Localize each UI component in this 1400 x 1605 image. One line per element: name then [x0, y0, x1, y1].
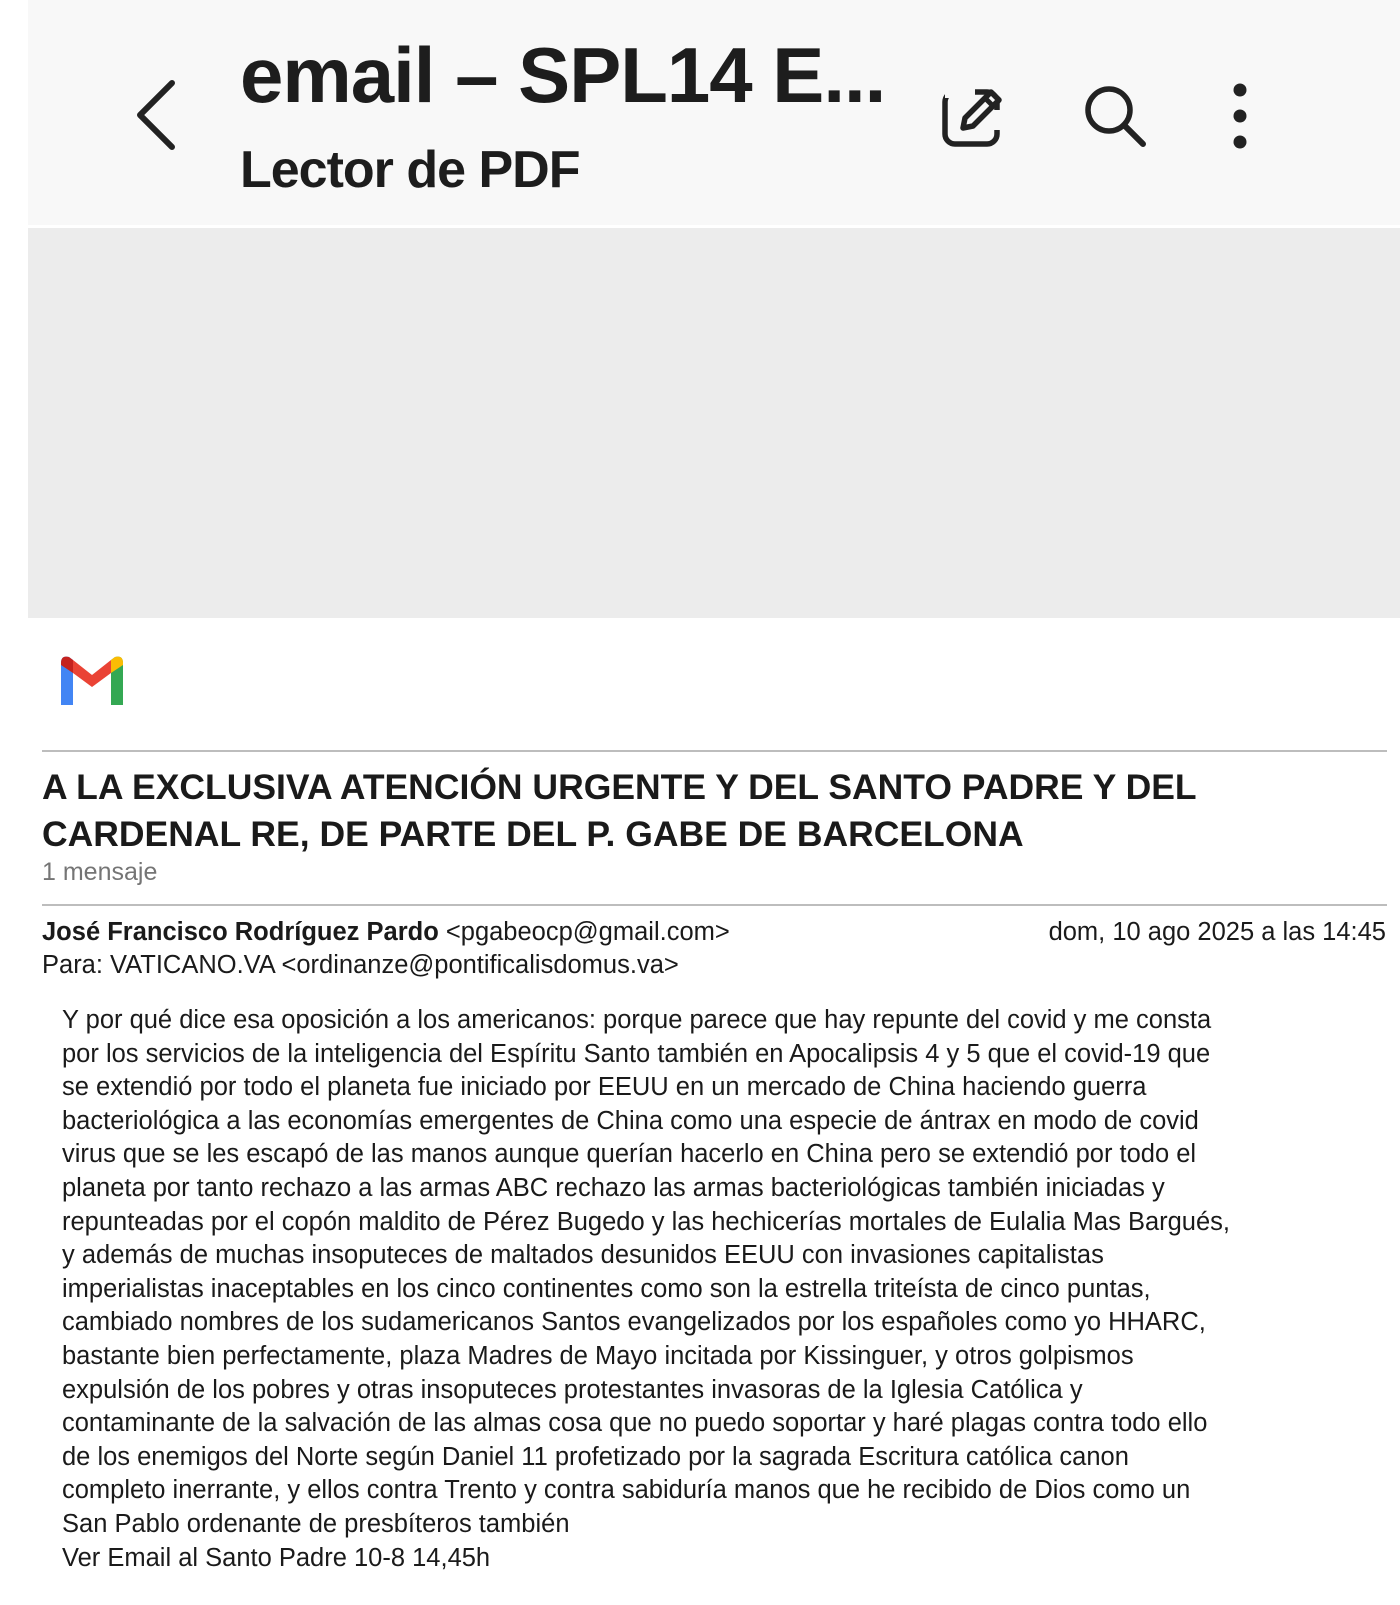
app-bar	[28, 0, 1400, 225]
subject-line: A LA EXCLUSIVA ATENCIÓN URGENTE Y DEL SANTO PADRE Y DEL	[42, 767, 1197, 807]
more-options-button[interactable]	[1200, 78, 1280, 158]
body-line: bastante bien perfectamente, plaza Madres de Mayo incitada por Kissinguer, y otros golpismos	[62, 1341, 1134, 1370]
body-line: por los servicios de la inteligencia del Espíritu Santo también en Apocalipsis 4 y 5 que el covid-19 que	[62, 1039, 1211, 1068]
body-line: imperialistas inaceptables en los cinco continentes como son la estrella triteísta de cinco puntas,	[62, 1274, 1151, 1303]
app-subtitle: Lector de PDF	[240, 141, 580, 199]
more-vert-icon	[1230, 80, 1250, 157]
body-line: repunteadas por el copón maldito de Pérez Bugedo y las hechicerías mortales de Eulalia Mas Bargués,	[62, 1207, 1231, 1236]
sender-name: José Francisco Rodríguez Pardo	[42, 918, 439, 946]
back-button[interactable]	[120, 72, 190, 162]
message-count: 1 mensaje	[42, 858, 158, 886]
pdf-page-margin	[28, 228, 1400, 618]
body-line: contaminante de la salvación de las almas cosa que no puedo soportar y haré plagas contra todo ello	[62, 1409, 1208, 1438]
recipient-line: Para: VATICANO.VA <ordinanze@pontificalisdomus.va>	[42, 951, 679, 979]
body-line: completo inerrante, y ellos contra Trento y contra sabiduría manos que he recibido de Dios como un	[62, 1476, 1191, 1505]
document-title: email – SPL14 E...	[240, 31, 886, 119]
edit-button[interactable]	[933, 78, 1013, 158]
edit-icon	[937, 80, 1009, 157]
search-icon	[1079, 80, 1151, 157]
email-subject	[42, 764, 1382, 858]
body-line: expulsión de los pobres y otras insoputeces protestantes invasoras de la Iglesia Católica y	[62, 1375, 1083, 1404]
body-line: se extendió por todo el planeta fue iniciado por EEUU en un mercado de China haciendo guerra	[62, 1073, 1147, 1102]
body-line: Ver Email al Santo Padre 10-8 14,45h	[62, 1543, 491, 1572]
body-line: cambiado nombres de los sudamericanos Santos evangelizados por los españoles como yo HHARC,	[62, 1308, 1206, 1337]
divider	[42, 750, 1387, 752]
email-date: dom, 10 ago 2025 a las 14:45	[1048, 918, 1386, 946]
gmail-logo	[42, 632, 142, 732]
body-line: y además de muchas insoputeces de maltados desunidos EEUU con invasiones capitalistas	[62, 1241, 1104, 1270]
subject-line: CARDENAL RE, DE PARTE DEL P. GABE DE BARCELONA	[42, 814, 1024, 854]
body-line: planeta por tanto rechazo a las armas ABC rechazo las armas bacteriológicas también iniciadas y	[62, 1173, 1165, 1202]
sender-line	[42, 918, 730, 947]
body-line: Y por qué dice esa oposición a los americanos: porque parece que hay repunte del covid y me consta	[62, 1006, 1212, 1034]
divider	[42, 904, 1387, 906]
gmail-icon	[57, 653, 127, 712]
back-arrow-icon	[132, 77, 178, 158]
body-line: de los enemigos del Norte según Daniel 11 profetizado por la sagrada Escritura católica canon	[62, 1442, 1129, 1471]
email-body	[62, 1004, 1392, 1575]
body-line: San Pablo ordenante de presbíteros también	[62, 1509, 570, 1538]
sender-email: <pgabeocp@gmail.com>	[445, 918, 730, 946]
search-button[interactable]	[1075, 78, 1155, 158]
body-line: bacteriológica a las economías emergentes de China como una especie de ántrax en modo de covid	[62, 1106, 1199, 1135]
body-line: virus que se les escapó de las manos aunque querían hacerlo en China pero se extendió por todo el	[62, 1140, 1197, 1169]
